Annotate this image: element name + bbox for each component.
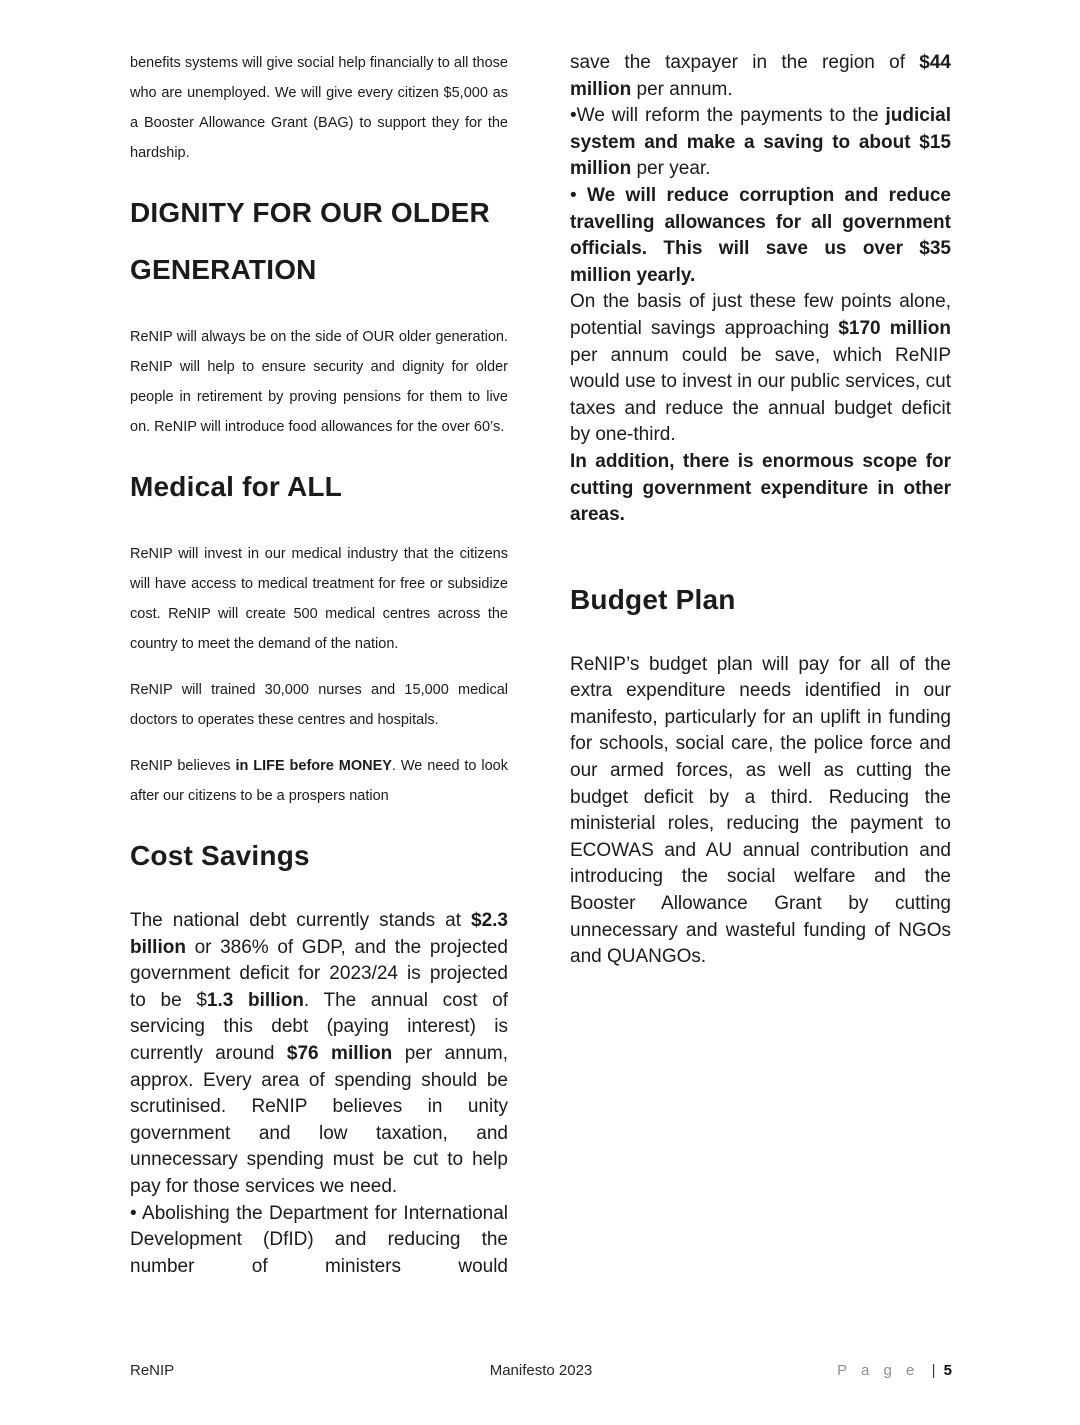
paragraph	[130, 322, 508, 442]
text-run: or 386% of GDP, and the projected government deficit for 2023/24 is projected to be $	[130, 936, 508, 1011]
paragraph	[570, 50, 951, 103]
text-run: ReNIP will always be on the side of OUR older generation. ReNIP will help to ensure security and dignity for older people in retirement by proving pensions for them to live on. ReNIP will introduce food allowances for the over 60’s.	[130, 329, 508, 435]
bold-text-run: In addition, there is enormous scope for cutting government expenditure in other areas.	[570, 450, 951, 526]
paragraph	[130, 539, 508, 659]
text-run: On the basis of just these few points alone, potential savings approaching	[570, 291, 951, 339]
paragraph	[130, 675, 508, 735]
footer-page-indicator	[837, 1362, 952, 1379]
text-run: ReNIP’s budget plan will pay for all of the extra expenditure needs identified in our manifesto, particularly for an uplift in funding for schools, social care, the police force and our armed forces, as well as cutting the budget deficit by a third. Reducing the ministerial roles, reducing the payment to ECOWAS and AU annual contribution and introducing the social welfare and the Booster Allowance Grant by cutting unnecessary and wasteful funding of NGOs and QUANGOs.	[570, 653, 951, 968]
section-heading-line: GENERATION	[130, 254, 317, 285]
bold-text-run: We will reduce corruption and reduce travelling allowances for all government officials. This will save us over $35 million yearly.	[570, 184, 951, 286]
section-heading-line: Cost Savings	[130, 840, 310, 871]
text-run: per annum could be save, which ReNIP would use to invest in our public services, cut taxes and reduce the annual budget deficit by one-third.	[570, 344, 951, 446]
right-column	[570, 50, 951, 971]
text-run: . We need to look after our citizens to be a prospers nation	[130, 758, 508, 804]
bold-text-run: $2.3 billion	[130, 910, 508, 958]
paragraph	[130, 1201, 508, 1281]
text-run: •	[570, 184, 588, 206]
footer-party-name: ReNIP	[130, 1362, 175, 1379]
page-footer	[130, 1362, 952, 1392]
text-run: per annum, approx. Every area of spending should be scrutinised. ReNIP believes in unity government and low taxation, and unnecessary spending must be cut to help pay for those services we need.	[130, 1042, 508, 1197]
text-run: per annum.	[631, 78, 733, 100]
section-heading-line: Budget Plan	[570, 583, 736, 615]
section-heading	[130, 827, 508, 884]
paragraph	[570, 652, 951, 971]
section-heading-line: Medical for ALL	[130, 471, 342, 502]
bold-text-run: $44 million	[570, 52, 951, 100]
footer-page-divider: |	[931, 1362, 936, 1379]
text-run: ReNIP will trained 30,000 nurses and 15,000 medical doctors to operates these centres and hospitals.	[130, 682, 508, 728]
text-run: • Abolishing the Department for International Development (DfID) and reducing the number of ministers would	[130, 1202, 508, 1277]
text-run: . The annual cost of servicing this debt (paying interest) is currently around	[130, 989, 508, 1064]
bold-text-run: $76 million	[286, 1042, 393, 1064]
footer-page-label: P a g e	[837, 1362, 920, 1379]
section-heading	[570, 571, 951, 628]
paragraph	[570, 103, 951, 183]
section-heading	[130, 184, 508, 298]
paragraph	[130, 48, 508, 168]
paragraph	[130, 908, 508, 1201]
paragraph	[570, 289, 951, 449]
left-column	[130, 48, 508, 1280]
section-heading-line: DIGNITY FOR OUR OLDER	[130, 197, 490, 228]
text-run: save the taxpayer in the region of	[570, 52, 920, 73]
bold-text-run: in LIFE before MONEY	[235, 758, 392, 774]
text-run: benefits systems will give social help financially to all those who are unemployed. We will give every citizen $5,000 as a Booster Allowance Grant (BAG) to support they for the hardship.	[130, 55, 508, 161]
text-run: •We will reform the payments to the	[570, 105, 886, 127]
paragraph	[570, 449, 951, 529]
bold-text-run: judicial system and make a saving to about $15 million	[570, 105, 951, 180]
paragraph	[570, 183, 951, 289]
footer-page-number: 5	[943, 1362, 952, 1379]
section-heading	[130, 458, 508, 515]
text-run: ReNIP believes	[130, 758, 236, 774]
paragraph	[130, 751, 508, 811]
text-run: per year.	[631, 158, 711, 180]
bold-text-run: $170 million	[838, 317, 951, 339]
bold-text-run: 1.3 billion	[206, 989, 304, 1011]
text-run: The national debt currently stands at	[130, 910, 472, 931]
text-run: ReNIP will invest in our medical industry that the citizens will have access to medical treatment for free or subsidize cost. ReNIP will create 500 medical centres across the country to meet the demand of the nation.	[130, 546, 508, 652]
footer-document-title: Manifesto 2023	[489, 1362, 593, 1379]
